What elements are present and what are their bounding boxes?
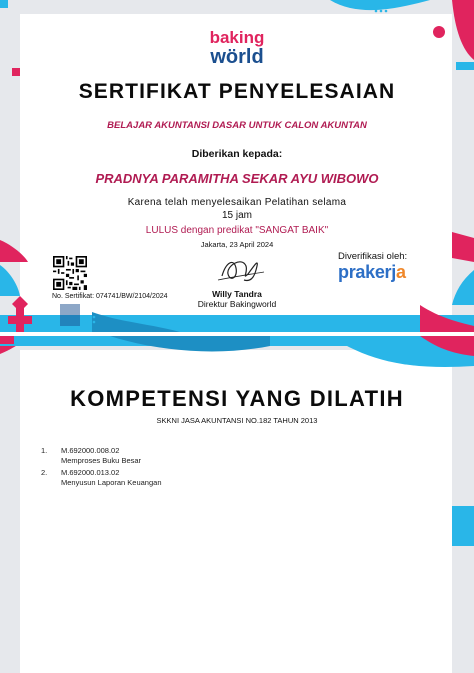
competency-code: M.692000.013.02: [61, 468, 120, 477]
brand-logo-top: baking: [209, 28, 265, 47]
completion-statement: Karena telah menyelesaikan Pelatihan selama: [127, 197, 347, 208]
list-item-number: 2.: [41, 468, 48, 477]
recipient-name: PRADNYA PARAMITHA SEKAR AYU WIBOWO: [95, 171, 379, 186]
competency-standard: SKKNI JASA AKUNTANSI NO.182 TAHUN 2013: [156, 416, 318, 425]
deco-wave: [330, 0, 430, 10]
deco-square: [12, 68, 20, 76]
deco-bar: [452, 506, 474, 546]
prakerja-logo: [338, 262, 406, 283]
signer-title: Direktur Bakingworld: [197, 299, 277, 309]
certificate-number: No. Sertifikat: 074741/BW/2104/2024: [52, 293, 168, 300]
signature-image: [216, 250, 266, 288]
place-date: Jakarta, 23 April 2024: [200, 240, 274, 249]
list-item-number: 1.: [41, 446, 48, 455]
competency-name: Memproses Buku Besar: [61, 456, 142, 465]
given-to-label: Diberikan kepada:: [191, 148, 283, 160]
competency-code: M.692000.008.02: [61, 446, 120, 455]
competency-name: Menyusun Laporan Keuangan: [61, 478, 162, 487]
result-grade: LULUS dengan predikat "SANGAT BAIK": [145, 225, 329, 236]
competency-title: KOMPETENSI YANG DILATIH: [70, 386, 404, 411]
training-duration: 15 jam: [221, 210, 252, 221]
course-name: BELAJAR AKUNTANSI DASAR UNTUK CALON AKUNTAN: [107, 120, 367, 131]
verified-by-label: Diverifikasi oleh:: [338, 251, 408, 262]
deco-square: [0, 0, 8, 8]
qr-code: [53, 256, 87, 290]
prakerja-logo-main: prakerj: [338, 262, 396, 282]
prakerja-logo-tail: a: [395, 262, 406, 282]
brand-logo-bottom: wörld: [210, 46, 264, 68]
deco-square: [0, 336, 14, 344]
signer-name: Willy Tandra: [212, 289, 262, 299]
certificate-title: SERTIFIKAT PENYELESAIAN: [78, 80, 396, 103]
